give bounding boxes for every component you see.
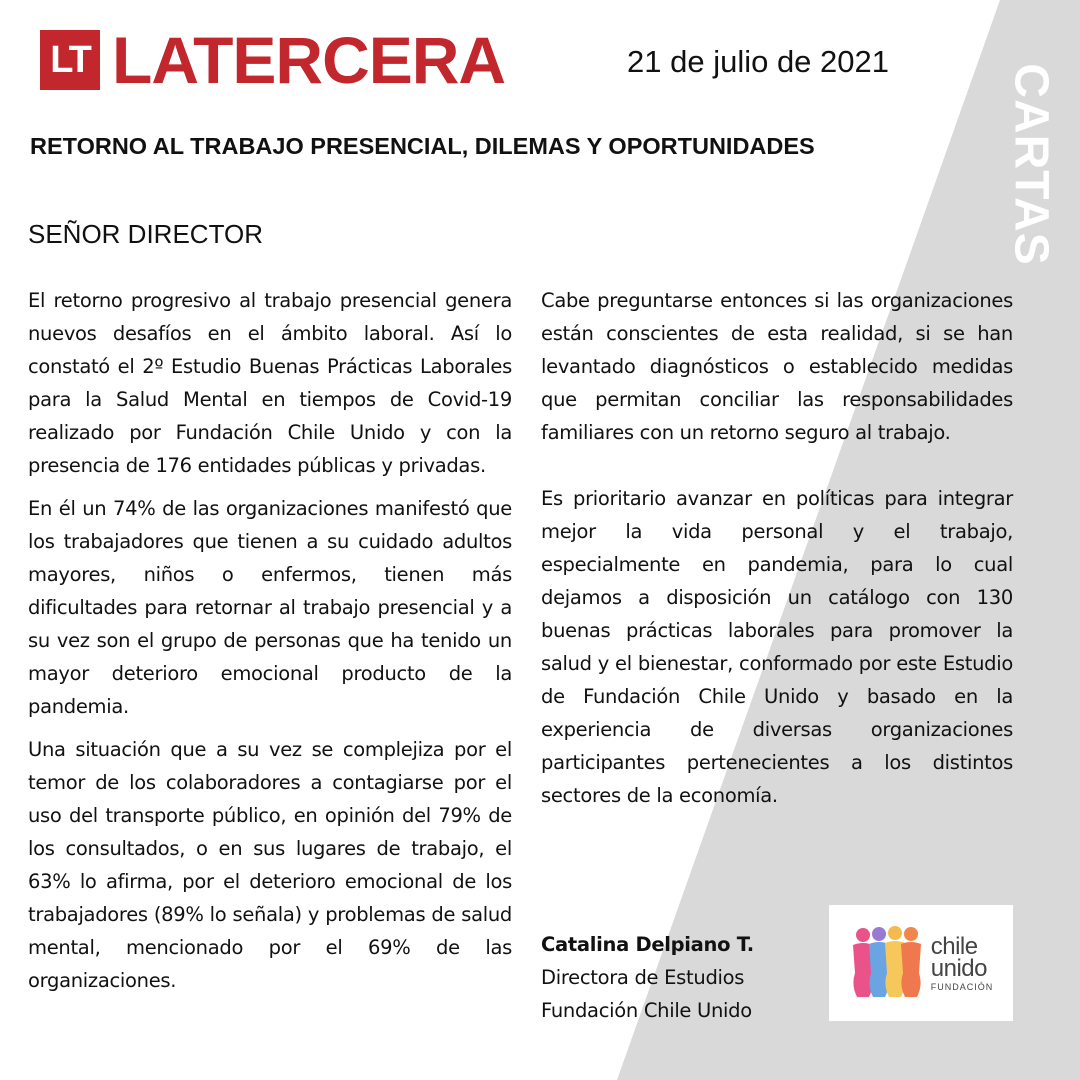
signature-role: Directora de Estudios bbox=[541, 966, 745, 989]
signature-org: Fundación Chile Unido bbox=[541, 999, 752, 1022]
paragraph: El retorno progresivo al trabajo presencial genera nuevos desafíos en el ámbito laboral. Así lo constató el 2º Estudio Buenas Prácticas Laborales para la Salud Mental en tiempos de Covid-19 realizado por Fundación Chile Unido y con la presencia de 176 entidades públicas y privadas. bbox=[28, 289, 512, 477]
signature-name: Catalina Delpiano T. bbox=[541, 933, 754, 956]
newspaper-logo[interactable] bbox=[40, 23, 506, 97]
partner-logo-line3: FUNDACIÓN bbox=[930, 981, 994, 992]
right-column bbox=[541, 284, 1013, 812]
partner-logo-line1: chile bbox=[930, 932, 978, 960]
letter-headline: RETORNO AL TRABAJO PRESENCIAL, DILEMAS Y OPORTUNIDADES bbox=[30, 133, 815, 159]
section-label bbox=[1003, 62, 1059, 266]
logo-mark: LT bbox=[40, 30, 100, 90]
paragraph: En él un 74% de las organizaciones manifestó que los trabajadores que tienen a su cuidado adultos mayores, niños o enfermos, tienen más dificultades para retornar al trabajo presencial y a su vez son el grupo de personas que ha tenido un mayor deterioro emocional producto de la pandemia. bbox=[28, 497, 512, 718]
signature-block bbox=[541, 928, 754, 1027]
section-label-text: CARTAS bbox=[1004, 62, 1058, 266]
paragraph: Cabe preguntarse entonces si las organizaciones están conscientes de esta realidad, si se han levantado diagnósticos o establecido medidas que permitan conciliar las responsabilidades familiares con un retorno seguro al trabajo. bbox=[541, 289, 1013, 444]
people-figures-icon bbox=[849, 925, 927, 1001]
partner-logo-text bbox=[930, 932, 994, 992]
partner-logo bbox=[829, 905, 1013, 1021]
logo-wordmark: LATERCERA bbox=[112, 23, 506, 97]
salutation: SEÑOR DIRECTOR bbox=[28, 219, 263, 249]
left-column bbox=[28, 284, 512, 997]
publication-date: 21 de julio de 2021 bbox=[627, 44, 890, 79]
partner-logo-line2: unido bbox=[930, 954, 987, 982]
paragraph: Es prioritario avanzar en políticas para integrar mejor la vida personal y el trabajo, especialmente en pandemia, para lo cual dejamos a disposición un catálogo con 130 buenas prácticas laborales para promover la salud y el bienestar, conformado por este Estudio de Fundación Chile Unido y basado en la experiencia de diversas organizaciones participantes pertenecientes a los distintos sectores de la economía. bbox=[541, 487, 1013, 807]
paragraph: Una situación que a su vez se complejiza por el temor de los colaboradores a contagiarse por el uso del transporte público, en opinión del 79% de los consultados, o en sus lugares de trabajo, el 63% lo afirma, por el deterioro emocional de los trabajadores (89% lo señala) y problemas de salud mental, mencionado por el 69% de las organizaciones. bbox=[28, 738, 512, 992]
